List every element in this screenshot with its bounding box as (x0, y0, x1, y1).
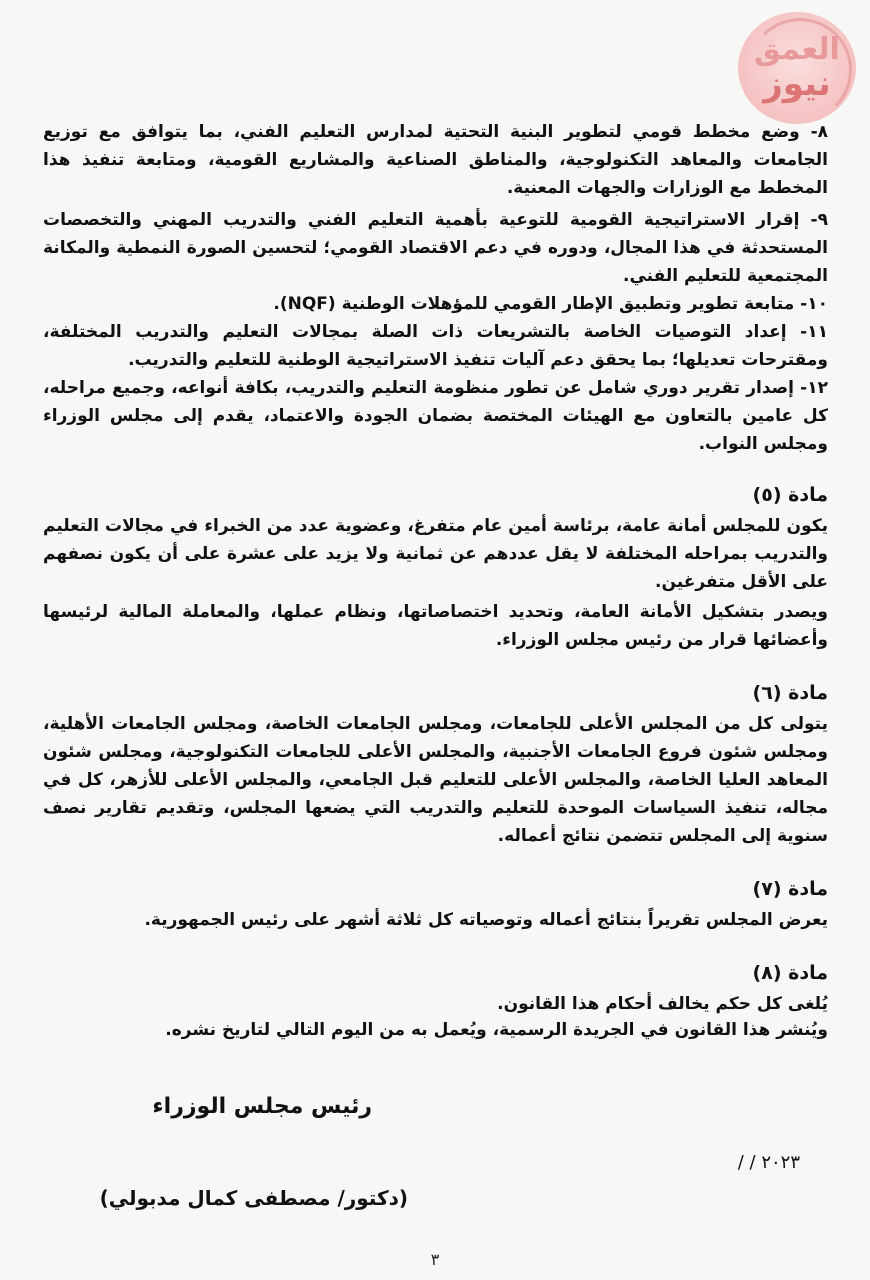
item-number: ٩- (810, 210, 828, 230)
logo-line1: العمق (754, 32, 840, 67)
logo-line2: نيوز (763, 64, 831, 104)
list-item-9 (43, 206, 828, 290)
item-number: ١٢- (800, 378, 828, 398)
list-item-11 (43, 318, 828, 374)
signature-title: رئيس مجلس الوزراء (152, 1094, 372, 1119)
article-6-heading: مادة (٦) (752, 682, 828, 704)
article-7-paragraph-1: يعرض المجلس تقريراً بنتائج أعماله وتوصياته كل ثلاثة أشهر على رئيس الجمهورية. (144, 910, 828, 930)
article-8-paragraph-1: يُلغى كل حكم يخالف أحكام هذا القانون. (497, 994, 828, 1014)
item-text: إصدار تقرير دوري شامل عن تطور منظومة التعليم والتدريب، بكافة أنواعه، وجميع مراحله، كل عامين بالتعاون مع الهيئات المختصة بضمان الجودة والاعتماد، يقدم إلى مجلس الوزراء ومجلس النواب. (43, 378, 828, 454)
item-number: ١١- (800, 322, 828, 342)
watermark-logo (738, 12, 856, 124)
list-item-12 (43, 374, 828, 458)
item-number: ٨- (810, 122, 829, 142)
article-7-heading: مادة (٧) (752, 878, 828, 900)
list-item-10 (43, 290, 828, 318)
item-text: إقرار الاستراتيجية القومية للتوعية بأهمية التعليم الفني والتدريب المهني والتخصصات المستحدثة في هذا المجال، ودوره في دعم الاقتصاد القومي؛ لتحسين الصورة النمطية والمكانة المجتمعية للتعليم الفني. (43, 210, 828, 286)
item-number: ١٠- (800, 294, 828, 314)
signature-date: / / ٢٠٢٣ (737, 1152, 800, 1173)
item-text: متابعة تطوير وتطبيق الإطار القومي للمؤهلات الوطنية (NQF). (273, 294, 795, 314)
article-8-paragraph-2: ويُنشر هذا القانون في الجريدة الرسمية، ويُعمل به من اليوم التالي لتاريخ نشره. (165, 1020, 828, 1040)
article-6-paragraph-1: يتولى كل من المجلس الأعلى للجامعات، ومجلس الجامعات الخاصة، ومجلس الجامعات الأهلية، ومجلس شئون فروع الجامعات الأجنبية، والمجلس الأعلى للجامعات التكنولوجية، ومجلس شئون المعاهد العليا الخاصة، والمجلس الأعلى للتعليم قبل الجامعي، والمجلس الأعلى للأزهر، كل في مجاله، تنفيذ السياسات الموحدة للتعليم والتدريب التي يضعها المجلس، وتقديم تقارير نصف سنوية إلى المجلس تتضمن نتائج أعماله. (43, 714, 828, 846)
article-8-heading: مادة (٨) (752, 962, 828, 984)
article-5-paragraph-2: ويصدر بتشكيل الأمانة العامة، وتحديد اختصاصاتها، ونظام عملها، والمعاملة المالية لرئيسها وأعضائها قرار من رئيس مجلس الوزراء. (43, 602, 828, 650)
page-number: ٣ (430, 1250, 440, 1269)
list-item-8 (43, 118, 828, 202)
item-text: وضع مخطط قومي لتطوير البنية التحتية لمدارس التعليم الفني، بما يتوافق مع توزيع الجامعات والمعاهد التكنولوجية، والمناطق الصناعية والمشاريع القومية، ومتابعة تنفيذ هذا المخطط مع الوزارات والجهات المعنية. (43, 122, 828, 198)
article-5-heading: مادة (٥) (752, 484, 828, 506)
article-5-paragraph-1: يكون للمجلس أمانة عامة، برئاسة أمين عام متفرغ، وعضوية عدد من الخبراء في مجالات التعليم والتدريب بمراحله المختلفة لا يقل عددهم عن ثمانية ولا يزيد على عشرة على أن يكون نصفهم على الأقل متفرغين. (43, 516, 828, 592)
signature-name: (دكتور/ مصطفى كمال مدبولي) (99, 1186, 408, 1210)
item-text: إعداد التوصيات الخاصة بالتشريعات ذات الصلة بمجالات التعليم والتدريب المختلفة، ومقترحات تعديلها؛ بما يحقق دعم آليات تنفيذ الاستراتيجية الوطنية للتعليم والتدريب. (43, 322, 828, 370)
